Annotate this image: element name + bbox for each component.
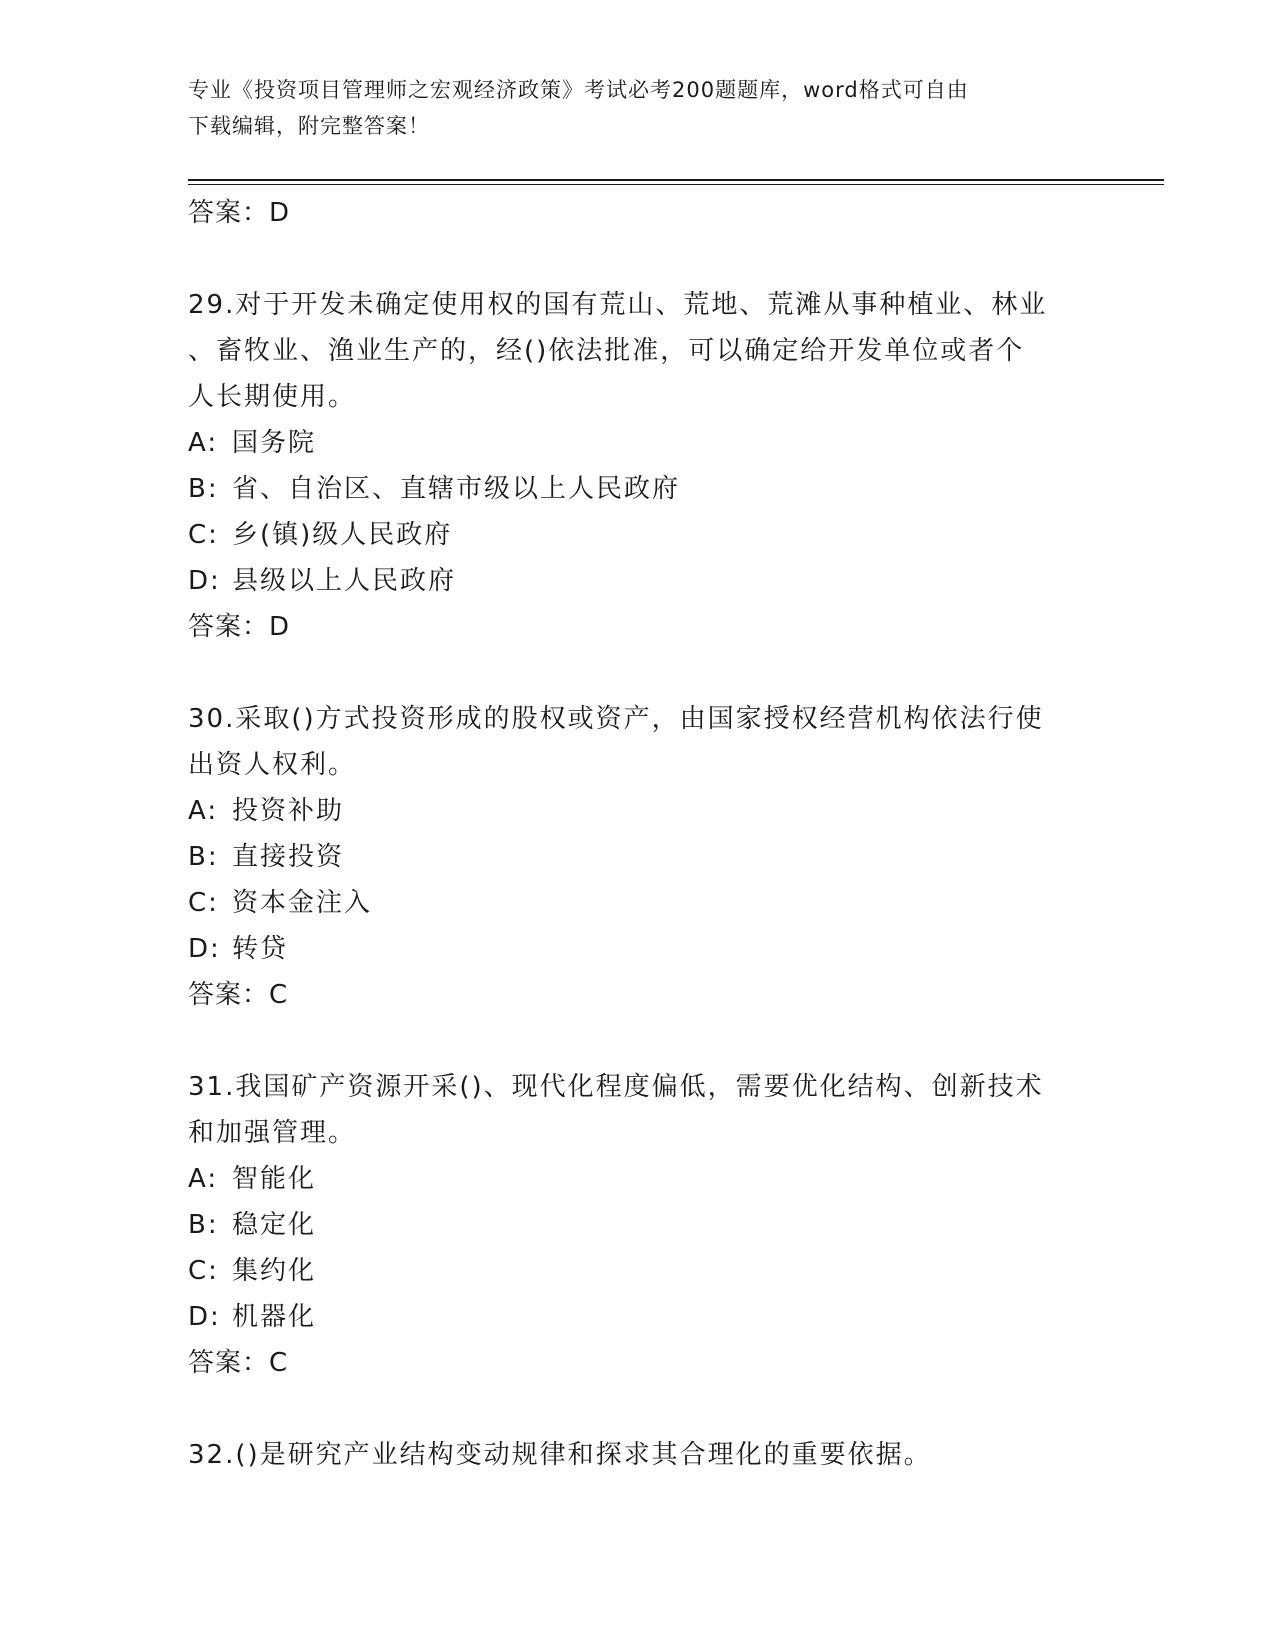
question-block [188, 696, 1088, 1018]
header-line-1: 专业《投资项目管理师之宏观经济政策》考试必考200题题库，word格式可自由 [188, 78, 969, 102]
question-text-line: 出资人权利。 [188, 750, 357, 780]
option-text: 国务院 [232, 428, 317, 458]
option-key: D: [188, 566, 221, 596]
option-text: 县级以上人民政府 [232, 566, 457, 596]
option-key: C: [188, 1256, 219, 1286]
question-block [188, 1432, 1088, 1478]
header-line-2: 下载编辑，附完整答案！ [188, 114, 430, 138]
option-key: D: [188, 934, 221, 964]
question-text-line: 、畜牧业、渔业生产的，经()依法批准，可以确定给开发单位或者个 [188, 336, 1025, 366]
answer-line: 答案：C [188, 1348, 289, 1378]
document-body [188, 190, 1088, 1478]
option-b [188, 1202, 1088, 1248]
option-text: 稳定化 [232, 1210, 317, 1240]
option-text: 转贷 [232, 934, 289, 964]
question-block [188, 1064, 1088, 1386]
answer-line: 答案：D [188, 198, 291, 228]
option-key: C: [188, 520, 219, 550]
answer-line: 答案：D [188, 612, 291, 642]
option-c [188, 512, 1088, 558]
option-text: 集约化 [232, 1256, 317, 1286]
option-key: D: [188, 1302, 221, 1332]
question-text-line: 31.我国矿产资源开采()、现代化程度偏低，需要优化结构、创新技术 [188, 1072, 1044, 1102]
option-text: 直接投资 [232, 842, 345, 872]
option-c [188, 1248, 1088, 1294]
spacer [188, 1018, 1088, 1064]
question-text-line: 29.对于开发未确定使用权的国有荒山、荒地、荒滩从事种植业、林业 [188, 290, 1048, 320]
option-d [188, 558, 1088, 604]
header-divider-thick [188, 179, 1164, 181]
option-d [188, 1294, 1088, 1340]
option-text: 省、自治区、直辖市级以上人民政府 [232, 474, 681, 504]
option-a [188, 420, 1088, 466]
option-text: 投资补助 [232, 796, 345, 826]
spacer [188, 236, 1088, 282]
option-key: A: [188, 428, 219, 458]
option-d [188, 926, 1088, 972]
header-divider-thin [188, 184, 1164, 185]
question-text-line: 和加强管理。 [188, 1118, 357, 1148]
option-key: A: [188, 796, 219, 826]
question-text-line: 32.()是研究产业结构变动规律和探求其合理化的重要依据。 [188, 1440, 932, 1470]
option-a [188, 1156, 1088, 1202]
question-text-line: 30.采取()方式投资形成的股权或资产，由国家授权经营机构依法行使 [188, 704, 1044, 734]
option-c [188, 880, 1088, 926]
option-a [188, 788, 1088, 834]
option-b [188, 466, 1088, 512]
question-block [188, 282, 1088, 650]
question-text-line: 人长期使用。 [188, 382, 357, 412]
document-header [188, 72, 1088, 144]
option-key: A: [188, 1164, 219, 1194]
option-b [188, 834, 1088, 880]
option-key: C: [188, 888, 219, 918]
option-key: B: [188, 474, 219, 504]
spacer [188, 1386, 1088, 1432]
option-text: 智能化 [232, 1164, 317, 1194]
option-text: 机器化 [232, 1302, 317, 1332]
spacer [188, 650, 1088, 696]
option-key: B: [188, 842, 219, 872]
option-text: 乡(镇)级人民政府 [232, 520, 453, 550]
option-text: 资本金注入 [232, 888, 373, 918]
answer-line: 答案：C [188, 980, 289, 1010]
option-key: B: [188, 1210, 219, 1240]
